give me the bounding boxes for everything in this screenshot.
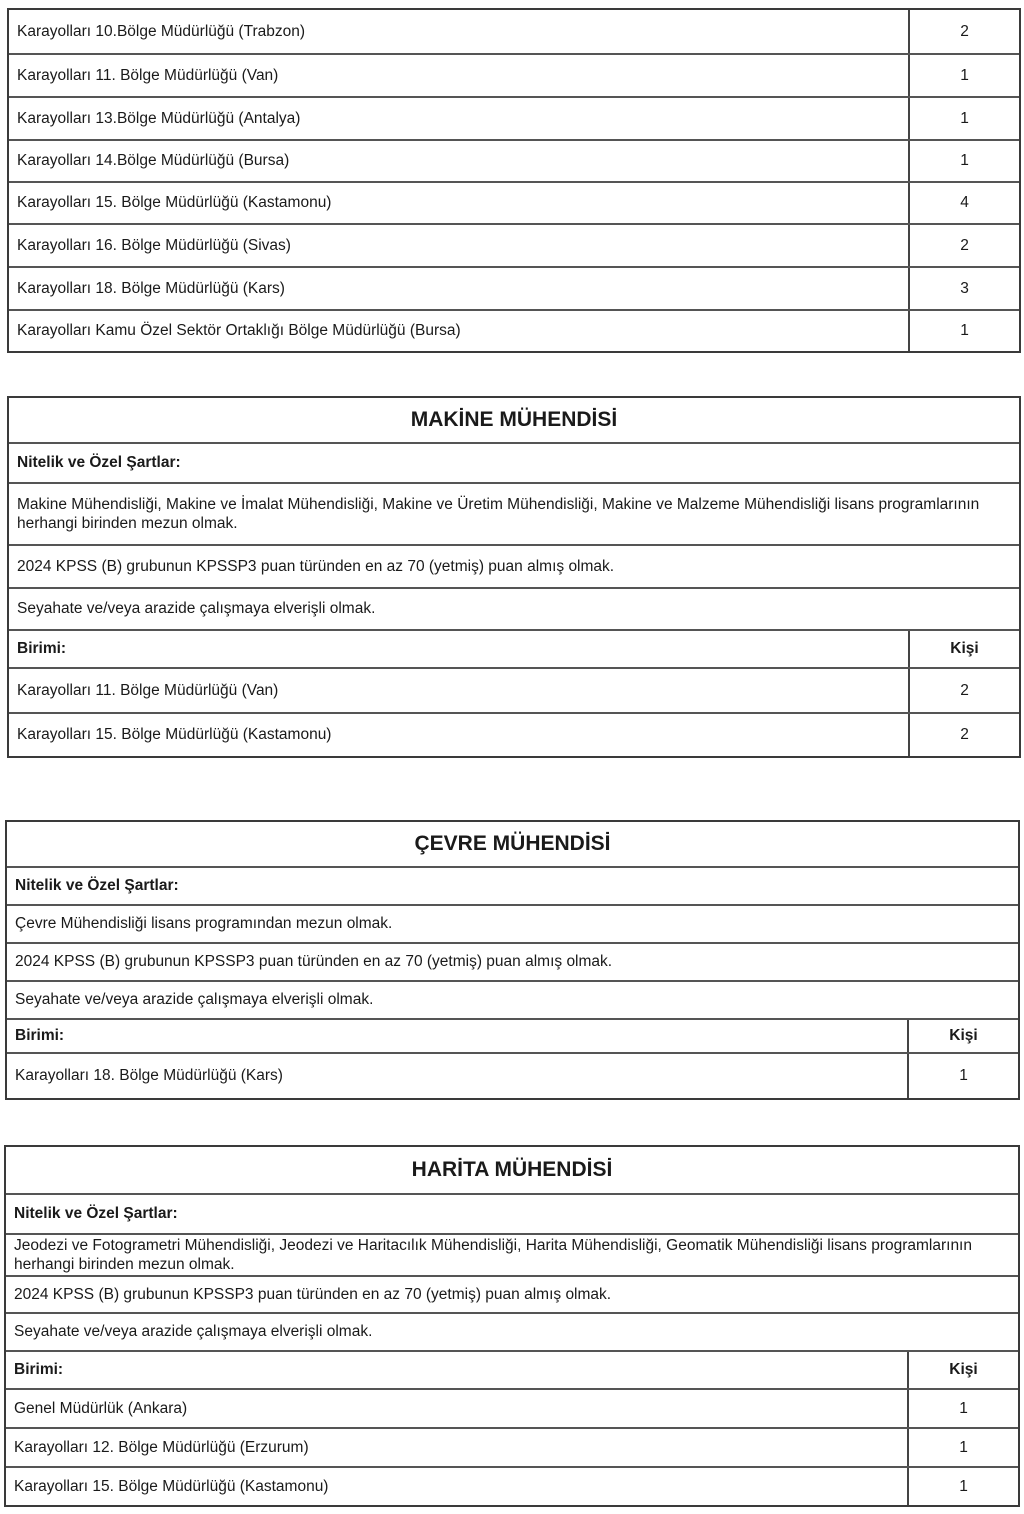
unit-name: Karayolları 18. Bölge Müdürlüğü (Kars) xyxy=(15,1067,283,1084)
top-unit-table xyxy=(7,8,1021,353)
unit-name: Karayolları Kamu Özel Sektör Ortaklığı Bölge Müdürlüğü (Bursa) xyxy=(17,322,461,339)
unit-name: Karayolları 10.Bölge Müdürlüğü (Trabzon) xyxy=(17,22,306,40)
table-row xyxy=(6,1388,1018,1427)
unit-name: Karayolları 13.Bölge Müdürlüğü (Antalya) xyxy=(17,109,301,127)
requirement-row xyxy=(7,942,1018,980)
harita-muhendisi-table xyxy=(4,1145,1020,1507)
section-title: ÇEVRE MÜHENDİSİ xyxy=(414,832,611,855)
requirement-text: Seyahate ve/veya arazide çalışmaya elverişli olmak. xyxy=(17,600,376,617)
makine-muhendisi-table xyxy=(7,396,1021,758)
unit-header-row xyxy=(9,629,1019,667)
unit-name: Karayolları 15. Bölge Müdürlüğü (Kastamonu) xyxy=(14,1477,329,1495)
unit-name: Karayolları 12. Bölge Müdürlüğü (Erzurum) xyxy=(14,1438,309,1456)
section-title-row xyxy=(9,398,1019,442)
requirement-text: 2024 KPSS (B) grubunun KPSSP3 puan türünden en az 70 (yetmiş) puan almış olmak. xyxy=(15,953,613,970)
unit-name: Karayolları 16. Bölge Müdürlüğü (Sivas) xyxy=(17,236,291,254)
section-title: HARİTA MÜHENDİSİ xyxy=(411,1158,613,1181)
table-row xyxy=(6,1466,1018,1505)
section-title-row xyxy=(6,1147,1018,1193)
cevre-muhendisi-table xyxy=(5,820,1020,1100)
person-count: 1 xyxy=(908,98,1019,139)
count-header: Kişi xyxy=(907,1020,1018,1052)
table-row xyxy=(9,223,1019,266)
unit-header: Birimi: xyxy=(14,1361,64,1378)
unit-name: Genel Müdürlük (Ankara) xyxy=(14,1399,188,1417)
table-row xyxy=(7,1052,1018,1098)
table-row xyxy=(9,181,1019,223)
requirement-row xyxy=(9,482,1019,544)
requirement-text: Jeodezi ve Fotogrametri Mühendisliği, Jeodezi ve Haritacılık Mühendisliği, Harita Mühendisliği, Geomatik Mühendisliği lisans programlarının herhangi birinden mezun olmak. xyxy=(14,1237,972,1273)
unit-name: Karayolları 11. Bölge Müdürlüğü (Van) xyxy=(17,681,279,699)
table-row xyxy=(9,10,1019,53)
qualifications-header-row xyxy=(6,1193,1018,1233)
qualifications-header-row xyxy=(9,442,1019,482)
unit-header-row xyxy=(6,1350,1018,1388)
table-row xyxy=(9,53,1019,96)
requirement-row xyxy=(6,1275,1018,1312)
section-title-row xyxy=(7,822,1018,866)
count-header: Kişi xyxy=(907,1352,1018,1388)
person-count: 1 xyxy=(907,1054,1018,1098)
requirement-text: 2024 KPSS (B) grubunun KPSSP3 puan türünden en az 70 (yetmiş) puan almış olmak. xyxy=(17,557,615,575)
person-count: 1 xyxy=(907,1468,1018,1505)
person-count: 1 xyxy=(908,141,1019,181)
unit-name: Karayolları 15. Bölge Müdürlüğü (Kastamonu) xyxy=(17,194,332,211)
table-row xyxy=(9,712,1019,756)
unit-header-row xyxy=(7,1018,1018,1052)
section-title: MAKİNE MÜHENDİSİ xyxy=(410,408,618,431)
requirement-row xyxy=(7,980,1018,1018)
table-row xyxy=(9,96,1019,139)
requirement-row xyxy=(9,544,1019,587)
person-count: 2 xyxy=(908,225,1019,266)
qualifications-header: Nitelik ve Özel Şartlar: xyxy=(14,1205,178,1222)
unit-header: Birimi: xyxy=(17,640,67,657)
requirement-row xyxy=(6,1312,1018,1350)
requirement-row xyxy=(7,904,1018,942)
person-count: 1 xyxy=(907,1390,1018,1427)
requirement-text: 2024 KPSS (B) grubunun KPSSP3 puan türünden en az 70 (yetmiş) puan almış olmak. xyxy=(14,1285,612,1303)
requirement-text: Makine Mühendisliği, Makine ve İmalat Mühendisliği, Makine ve Üretim Mühendisliği, Makine ve Malzeme Mühendisliği lisans programlarının herhangi birinden mezun olmak. xyxy=(17,496,980,532)
qualifications-header: Nitelik ve Özel Şartlar: xyxy=(15,877,179,894)
unit-name: Karayolları 11. Bölge Müdürlüğü (Van) xyxy=(17,66,279,84)
requirement-row xyxy=(6,1233,1018,1275)
table-row xyxy=(9,309,1019,351)
requirement-text: Seyahate ve/veya arazide çalışmaya elverişli olmak. xyxy=(14,1323,373,1340)
person-count: 2 xyxy=(908,669,1019,712)
person-count: 1 xyxy=(907,1429,1018,1466)
person-count: 4 xyxy=(908,183,1019,223)
person-count: 2 xyxy=(908,10,1019,53)
table-row xyxy=(9,667,1019,712)
unit-name: Karayolları 14.Bölge Müdürlüğü (Bursa) xyxy=(17,152,290,169)
table-row xyxy=(9,266,1019,309)
qualifications-header-row xyxy=(7,866,1018,904)
requirement-row xyxy=(9,587,1019,629)
qualifications-header: Nitelik ve Özel Şartlar: xyxy=(17,454,181,471)
person-count: 1 xyxy=(908,311,1019,351)
unit-header: Birimi: xyxy=(15,1027,65,1044)
person-count: 2 xyxy=(908,714,1019,756)
count-header: Kişi xyxy=(908,631,1019,667)
table-row xyxy=(6,1427,1018,1466)
person-count: 3 xyxy=(908,268,1019,309)
table-row xyxy=(9,139,1019,181)
unit-name: Karayolları 15. Bölge Müdürlüğü (Kastamonu) xyxy=(17,726,332,743)
requirement-text: Çevre Mühendisliği lisans programından mezun olmak. xyxy=(15,915,393,932)
requirement-text: Seyahate ve/veya arazide çalışmaya elverişli olmak. xyxy=(15,991,374,1008)
unit-name: Karayolları 18. Bölge Müdürlüğü (Kars) xyxy=(17,279,285,297)
person-count: 1 xyxy=(908,55,1019,96)
